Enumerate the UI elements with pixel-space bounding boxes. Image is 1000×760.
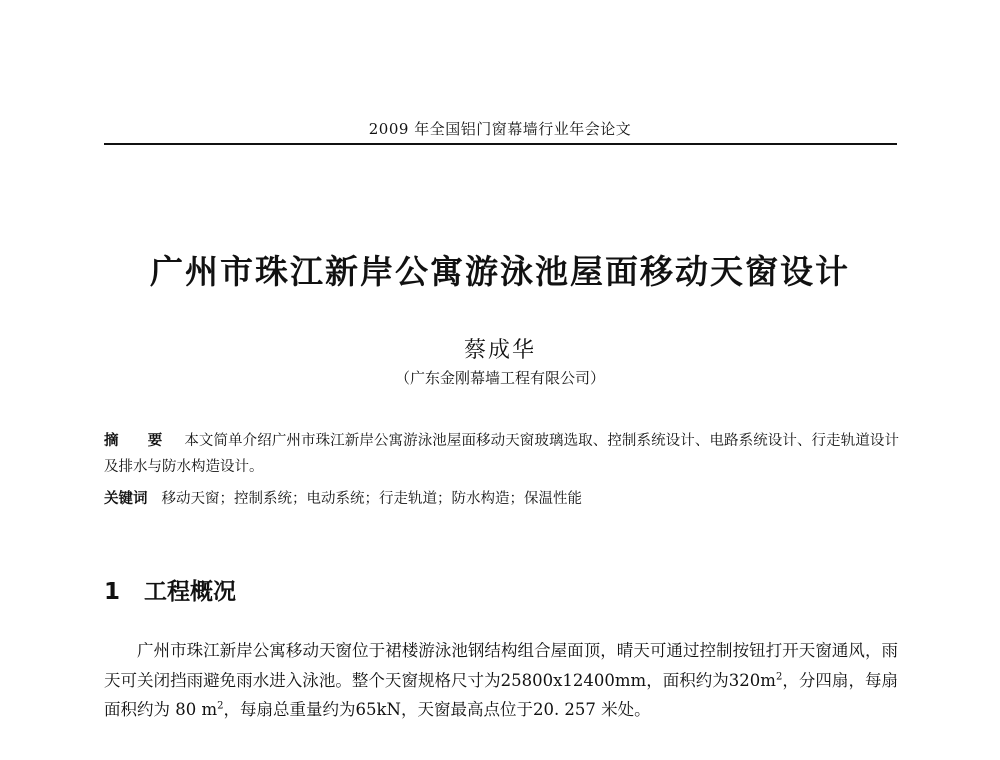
author-affiliation: （广东金刚幕墙工程有限公司） [394, 369, 605, 387]
abstract [104, 428, 899, 480]
area-unit-exponent-2: 2 [217, 700, 224, 712]
abstract-label: 摘 要 [104, 432, 175, 449]
section-title: 工程概况 [144, 579, 236, 605]
section-number: 1 [104, 579, 121, 605]
paper-title: 广州市珠江新岸公寓游泳池屋面移动天窗设计 [150, 252, 850, 291]
keywords-label: 关键词 [104, 490, 148, 507]
body-text-part-2: ，分四扇，每扇面积约为 80 m [104, 670, 898, 719]
section-heading [104, 573, 896, 606]
abstract-text: 本文简单介绍广州市珠江新岸公寓游泳池屋面移动天窗玻璃选取、控制系统设计、电路系统设计、行走轨道设计及排水与防水构造设计。 [104, 433, 899, 475]
body-text-part-1: 广州市珠江新岸公寓移动天窗位于裙楼游泳池钢结构组合屋面顶，晴天可通过控制按钮打开天窗通风，雨天可关闭挡雨避免雨水进入泳池。整个天窗规格尺寸为25800x12400mm，面积约为320m [104, 641, 898, 690]
author-name: 蔡成华 [463, 338, 536, 363]
keywords-text: 移动天窗；控制系统；电动系统；行走轨道；防水构造；保温性能 [161, 491, 582, 507]
body-paragraph [104, 636, 898, 725]
running-header: 2009 年全国铝门窗幕墙行业年会论文 [368, 120, 632, 138]
header-rule [104, 143, 897, 145]
keywords [104, 489, 899, 509]
area-unit-exponent-1: 2 [775, 671, 783, 682]
body-text-part-3: ，每扇总重量约为65kN，天窗最高点位于20. 257 米处。 [223, 700, 651, 719]
